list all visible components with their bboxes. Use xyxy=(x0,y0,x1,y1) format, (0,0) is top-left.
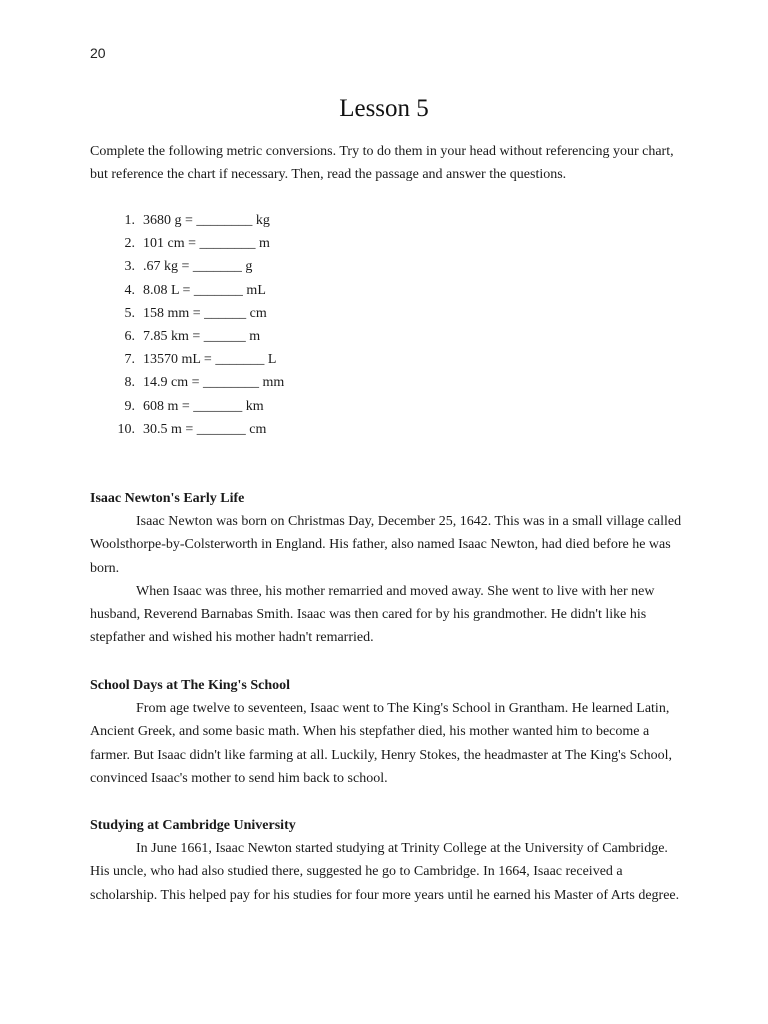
conversion-number: 3. xyxy=(124,259,135,275)
conversion-item xyxy=(90,348,284,371)
conversion-item xyxy=(90,232,284,255)
section-early-life xyxy=(90,487,682,649)
conversion-item xyxy=(90,255,284,278)
conversion-item xyxy=(90,371,284,394)
conversion-text: 608 m = _______ km xyxy=(143,398,264,414)
section-heading: School Days at The King's School xyxy=(90,678,291,693)
conversion-text: 7.85 km = ______ m xyxy=(143,329,261,345)
section-paragraph: In June 1661, Isaac Newton started studying at Trinity College at the University of Cambridge. His uncle, who had also studied there, suggested he go to Cambridge. In 1664, Isaac received a scholarship. This helped pay for his studies for four more years until he earned his Master of Arts degree. xyxy=(90,841,680,903)
conversion-item xyxy=(90,209,284,232)
lesson-title: Lesson 5 xyxy=(339,95,429,122)
conversion-text: 3680 g = ________ kg xyxy=(143,213,270,228)
conversion-number: 10. xyxy=(117,421,135,437)
section-heading: Isaac Newton's Early Life xyxy=(90,491,245,506)
page-number: 20 xyxy=(90,45,106,61)
conversion-number: 2. xyxy=(124,236,135,252)
conversion-item xyxy=(90,395,284,418)
section-paragraph: Isaac Newton was born on Christmas Day, December 25, 1642. This was in a small village called Woolsthorpe-by-Colsterworth in England. His father, also named Isaac Newton, had died before he was born. xyxy=(90,514,682,576)
conversion-item xyxy=(90,325,284,348)
conversion-text: 14.9 cm = ________ mm xyxy=(143,375,285,391)
conversion-text: 158 mm = ______ cm xyxy=(143,305,267,321)
conversion-number: 7. xyxy=(124,352,135,368)
conversion-text: 101 cm = ________ m xyxy=(143,236,270,252)
instructions-paragraph: Complete the following metric conversions. Try to do them in your head without referencing your chart, but reference the chart if necessary. Then, read the passage and answer the questions. xyxy=(90,144,674,182)
conversion-text: 8.08 L = _______ mL xyxy=(143,282,266,298)
conversion-list xyxy=(90,209,284,441)
conversion-item xyxy=(90,302,284,325)
conversion-number: 6. xyxy=(124,329,135,345)
conversion-number: 1. xyxy=(124,213,135,228)
conversion-text: 13570 mL = _______ L xyxy=(143,352,277,368)
conversion-item xyxy=(90,418,284,441)
conversion-text: .67 kg = _______ g xyxy=(143,259,253,275)
section-paragraph: From age twelve to seventeen, Isaac went to The King's School in Grantham. He learned Latin, Ancient Greek, and some basic math. When his stepfather died, his mother wanted him to become a farmer. But Isaac didn't like farming at all. Luckily, Henry Stokes, the headmaster at The King's School, convinced Isaac's mother to send him back to school. xyxy=(90,701,673,786)
conversion-number: 4. xyxy=(124,282,135,298)
section-cambridge xyxy=(90,814,682,907)
section-paragraph: When Isaac was three, his mother remarried and moved away. She went to live with her new husband, Reverend Barnabas Smith. Isaac was then cared for by his grandmother. He didn't like his stepfather and wished his mother hadn't remarried. xyxy=(90,583,655,646)
conversion-text: 30.5 m = _______ cm xyxy=(143,421,267,437)
conversion-number: 5. xyxy=(124,305,135,321)
conversion-number: 9. xyxy=(124,398,135,414)
conversion-number: 8. xyxy=(124,375,135,391)
section-school-days xyxy=(90,674,682,790)
conversion-item xyxy=(90,279,284,302)
section-heading: Studying at Cambridge University xyxy=(90,818,296,833)
